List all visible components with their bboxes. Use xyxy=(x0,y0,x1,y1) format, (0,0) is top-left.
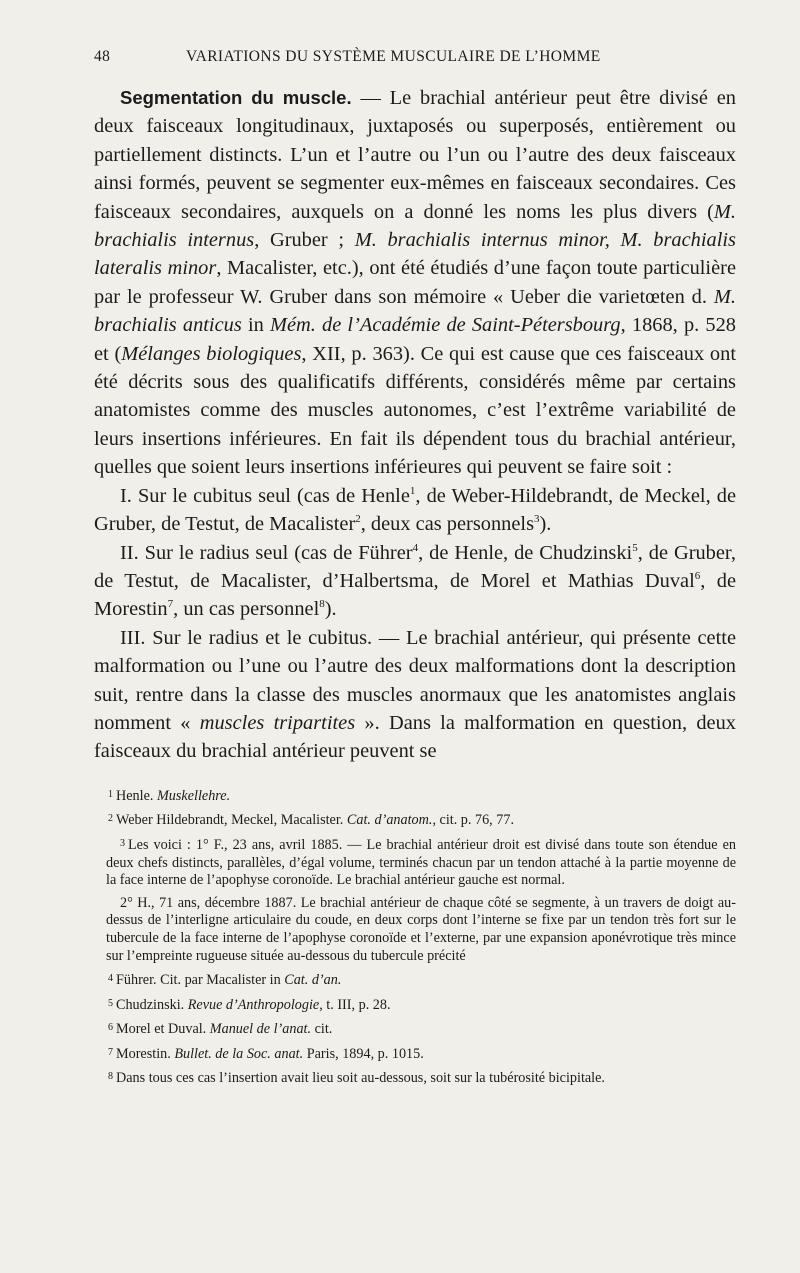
text-run: , de Henle, de Chudzinski xyxy=(418,541,633,564)
footnote-mark: 8 xyxy=(108,1071,113,1083)
footnote-ref: 7 xyxy=(167,598,174,611)
text-run: ). xyxy=(539,513,552,536)
body-text xyxy=(94,84,736,766)
text-run: Führer. Cit. par Macalister in xyxy=(116,972,285,989)
text-run: , de Morestin xyxy=(94,569,736,621)
footnote-8 xyxy=(94,1068,736,1088)
footnote-mark: 1 xyxy=(108,788,113,800)
page-number: 48 xyxy=(94,48,111,65)
italic-run: M. brachialis anticus xyxy=(94,285,736,337)
footnote-mark: 5 xyxy=(108,997,113,1009)
footnote-5 xyxy=(94,995,736,1015)
footnote-mark: 2 xyxy=(108,813,113,825)
footnote-ref: 5 xyxy=(632,541,638,554)
text-run: Weber Hildebrandt, Meckel, Macalister. xyxy=(116,812,347,829)
footnote-6 xyxy=(94,1019,736,1039)
paragraph-cubitus xyxy=(94,482,736,539)
italic-run: Mém. de l’Académie de Saint-Pétersbourg xyxy=(269,314,621,337)
footnote-7 xyxy=(94,1044,736,1064)
text-run: — Le brachial antérieur peut être divisé en deux faisceaux longitudinaux, juxtaposés ou superposés, entièrement ou partiellement distincts. L’un et l’autre ou l’un ou l’autre des deux faisceaux ainsi formés, peuvent se segmenter eux-mêmes en faisceaux secondaires. Ces faisceaux secondaires, auxquels on a donné les noms les plus divers ( xyxy=(94,87,736,223)
italic-run: muscles tripartites xyxy=(199,711,356,734)
text-run: , de Gruber, de Testut, de Macalister, d’Halbertsma, de Morel et Mathias Duval xyxy=(94,541,736,592)
footnote-ref: 1 xyxy=(409,484,416,497)
footnotes xyxy=(94,786,736,1088)
text-run: II. Sur le radius seul (cas de Führer xyxy=(120,541,413,564)
text-run: ). xyxy=(324,598,337,621)
footnote-mark: 4 xyxy=(108,973,113,985)
text-run: , deux cas personnels xyxy=(360,513,535,536)
footnote-4 xyxy=(94,970,736,990)
italic-run: Cat. d’an. xyxy=(284,972,342,989)
footnote-ref: 3 xyxy=(534,513,540,526)
text-run: ». Dans la malformation en question, deux faisceaux du brachial antérieur peuvent se xyxy=(94,711,736,763)
text-run: Henle. xyxy=(116,787,157,804)
text-run: , XII, p. 363). Ce qui est cause que ces faisceaux ont été décrits sous des qualificatifs différents, considérés même par certains anatomistes comme des muscles autonomes, c’est l’extrême variabilité de leurs insertions inférieures. En fait ils dépendent tous du brachial antérieur, quelles que soient leurs insertions inférieures qui peuvent se faire soit : xyxy=(94,342,736,479)
footnote-ref: 6 xyxy=(694,569,701,582)
footnote-mark: 6 xyxy=(108,1022,113,1034)
running-header xyxy=(94,48,736,74)
footnote-3 xyxy=(94,835,736,890)
text-run: , un cas personnel xyxy=(173,598,320,621)
italic-run: Manuel de l’anat. xyxy=(209,1021,312,1038)
text-run: Dans tous ces cas l’insertion avait lieu soit au-dessous, soit sur la tubérosité bicipitale. xyxy=(116,1070,605,1087)
text-run: , de Weber-Hildebrandt, de Meckel, de Gruber, de Testut, de Macalister xyxy=(94,484,737,536)
text-run: Chudzinski. xyxy=(116,996,188,1013)
text-run: , t. III, p. 28. xyxy=(319,996,391,1013)
italic-run: Cat. d’anatom. xyxy=(346,812,433,829)
footnote-2 xyxy=(94,810,736,830)
footnote-mark: 7 xyxy=(108,1046,113,1058)
text-run: Morel et Duval. xyxy=(116,1021,210,1038)
italic-run: M. brachialis internus xyxy=(94,200,736,252)
italic-run: Muskellehre. xyxy=(156,787,231,804)
running-title: VARIATIONS DU SYSTÈME MUSCULAIRE DE L’HOMME xyxy=(186,48,601,65)
section-lead: Segmentation du muscle. xyxy=(120,87,352,108)
footnote-ref: 4 xyxy=(412,541,419,554)
text-run: , Macalister, etc.), ont été étudiés d’une façon toute particulière par le professeur W. Gruber dans son mémoire « Ueber die varietœten d. xyxy=(94,257,736,308)
italic-run: Mélanges biologiques xyxy=(121,342,302,365)
footnote-ref: 2 xyxy=(355,513,361,526)
footnote-3-continued xyxy=(94,895,736,965)
text-run: 2° H., 71 ans, décembre 1887. Le brachial antérieur de chaque côté se segmente, à un travers de doigt au-dessus de l’interligne articulaire du coude, en deux corps dont l’interne se fixe par un tendon très fort sur le tubercule de la face interne de l’apophyse coronoïde et l’externe, par une expansion aponévrotique très mince sur l’empreinte rugueuse située au-dessous du tubercule précité xyxy=(106,894,736,964)
footnote-1 xyxy=(94,786,736,806)
paragraph-radius xyxy=(94,539,736,624)
text-run: Les voici : 1° F., 23 ans, avril 1885. — Le brachial antérieur droit est divisé dans toute son étendue en deux chefs distincts, parallèles, d’égal volume, terminés chacun par un tendon attaché à la partie moyenne de la face interne de l’apophyse coronoïde. Le brachial antérieur gauche est normal. xyxy=(106,836,736,889)
italic-run: Bullet. de la Soc. anat. xyxy=(174,1045,304,1062)
italic-run: M. brachialis internus minor, M. brachialis lateralis minor xyxy=(94,229,736,280)
text-run: , Gruber ; xyxy=(254,229,355,252)
text-run: Morestin. xyxy=(116,1045,175,1062)
text-run: cit. xyxy=(311,1021,333,1038)
text-run: , 1868, p. 528 et ( xyxy=(94,314,736,365)
text-run: III. Sur le radius et le cubitus. — Le brachial antérieur, qui présente cette malformation ou l’une ou l’autre des deux malformations dont la description suit, rentre dans la classe des muscles anormaux que les anatomistes anglais nomment « xyxy=(94,626,736,734)
text-run: I. Sur le cubitus seul (cas de Henle xyxy=(120,484,410,507)
footnote-ref: 8 xyxy=(319,598,325,611)
text-run: Paris, 1894, p. 1015. xyxy=(303,1045,424,1062)
paragraph-segmentation xyxy=(94,84,736,482)
text-run: in xyxy=(241,314,270,337)
footnote-mark: 3 xyxy=(120,837,125,849)
paragraph-radius-cubitus xyxy=(94,624,736,766)
text-run: , cit. p. 76, 77. xyxy=(432,812,515,829)
italic-run: Revue d’Anthropologie xyxy=(187,996,320,1013)
